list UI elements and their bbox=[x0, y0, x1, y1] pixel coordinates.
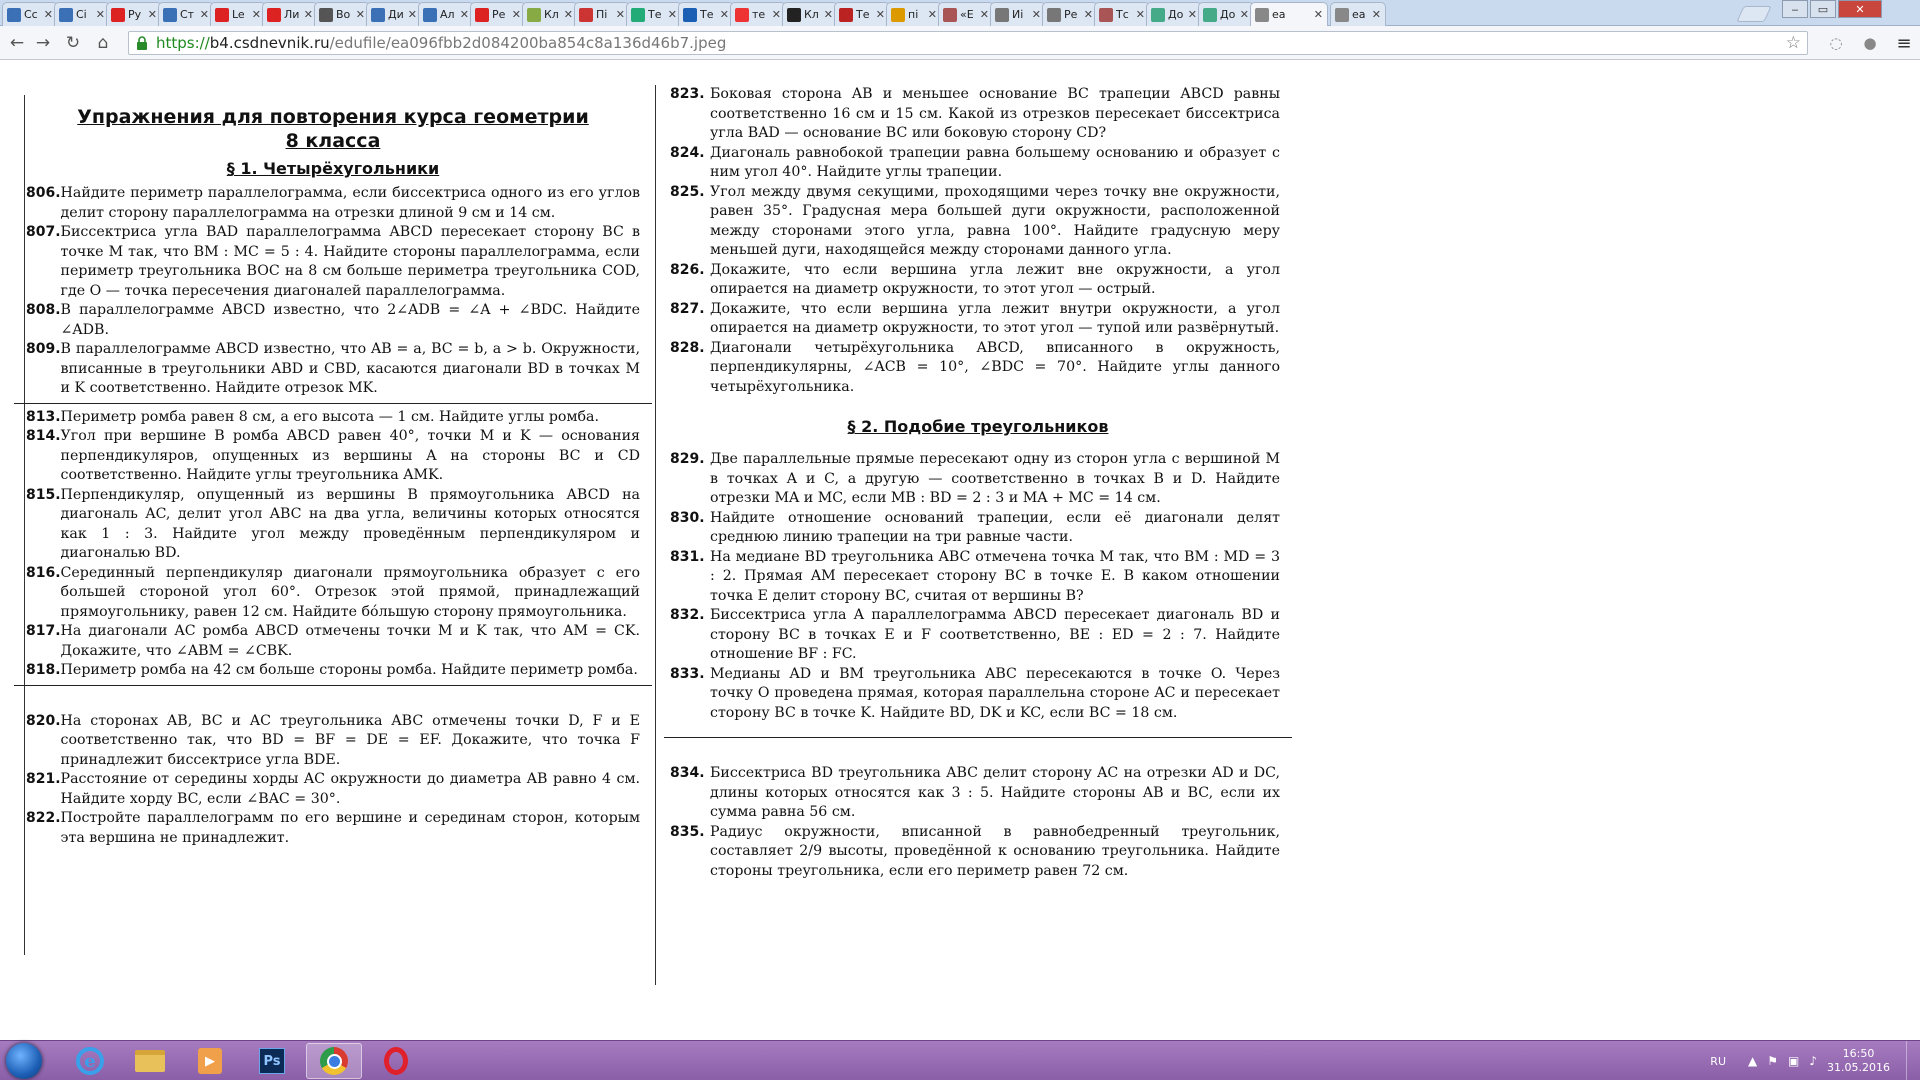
browser-tab[interactable] bbox=[1146, 2, 1202, 26]
problem-text: Биссектриса BD треугольника ABC делит сторону AC на отрезки AD и DC, длины которых относятся как 3 : 5. Найдите стороны AB и BC, если их сумма равна 56 см. bbox=[710, 765, 1280, 820]
problem-list bbox=[14, 712, 652, 849]
menu-icon[interactable]: ≡ bbox=[1896, 32, 1912, 54]
problem-number: 829. bbox=[670, 451, 705, 467]
browser-tab[interactable] bbox=[730, 2, 786, 26]
tab-label: Ди bbox=[388, 8, 404, 21]
tab-close-icon[interactable]: ✕ bbox=[979, 8, 989, 21]
browser-tab[interactable] bbox=[366, 2, 422, 26]
favicon-icon bbox=[527, 8, 541, 22]
media-player-icon[interactable]: ▶ bbox=[182, 1043, 238, 1079]
browser-tab[interactable] bbox=[938, 2, 994, 26]
problem-number: 825. bbox=[670, 183, 705, 200]
tab-close-icon[interactable]: ✕ bbox=[1083, 8, 1093, 21]
favicon-icon bbox=[787, 8, 801, 22]
clock[interactable] bbox=[1827, 1047, 1890, 1075]
problem-number: 806. bbox=[26, 185, 61, 201]
url-scheme: https:// bbox=[156, 34, 210, 52]
browser-tab[interactable] bbox=[1330, 2, 1386, 26]
network-icon[interactable]: ▣ bbox=[1788, 1054, 1800, 1068]
problem-text: Серединный перпендикуляр диагонали прямоугольника образует с его большей стороной угол 60°. Отрезок этой прямой, принадлежащий прямоугольнику, равен 12 см. Найдите бóльшую сторону прямоугольника. bbox=[60, 564, 640, 620]
tab-close-icon[interactable]: ✕ bbox=[667, 8, 677, 21]
browser-tab[interactable] bbox=[522, 2, 578, 26]
problem-list bbox=[664, 450, 1292, 723]
problem-text: В параллелограмме ABCD известно, что 2∠ADB = ∠A + ∠BDC. Найдите ∠ADB. bbox=[60, 302, 640, 338]
browser-tab[interactable] bbox=[158, 2, 214, 26]
problem-number: 809. bbox=[26, 341, 61, 357]
tab-label: Le bbox=[232, 8, 245, 21]
problem-text: Расстояние от середины хорды AC окружности до диаметра AB равно 4 см. Найдите хорду BC, если ∠BAC = 30°. bbox=[60, 771, 640, 807]
tab-label: Ал bbox=[440, 8, 455, 21]
problem-text: Угол при вершине B ромба ABCD равен 40°, точки M и K — основания перпендикуляров, опущенных из вершины A на стороны BC и CD соответственно. Найдите углы треугольника AMK. bbox=[60, 428, 640, 483]
favicon-icon bbox=[891, 8, 905, 22]
problem-list bbox=[664, 85, 1292, 397]
url-host: b4.csdnevnik.ru bbox=[209, 34, 330, 52]
problem-item bbox=[664, 823, 1292, 882]
divider bbox=[14, 685, 652, 686]
problem-item bbox=[14, 427, 652, 486]
problem-item bbox=[664, 665, 1292, 724]
start-button[interactable] bbox=[6, 1043, 42, 1079]
favicon-icon bbox=[995, 8, 1009, 22]
tab-close-icon[interactable]: ✕ bbox=[875, 8, 885, 21]
document-title-line2: 8 класса bbox=[285, 130, 381, 152]
favicon-icon bbox=[631, 8, 645, 22]
problem-item bbox=[14, 340, 652, 399]
browser-tab[interactable] bbox=[886, 2, 942, 26]
problem-number: 823. bbox=[670, 86, 705, 102]
problem-text: Диагонали четырёхугольника ABCD, вписанного в окружность, перпендикулярны, ∠ACB = 10°, ∠BDC = 70°. Найдите углы данного четырёхугольника. bbox=[710, 339, 1280, 395]
problem-item bbox=[664, 509, 1292, 548]
ie-glyph: e bbox=[76, 1047, 104, 1075]
back-icon: ← bbox=[9, 33, 25, 53]
problem-number: 827. bbox=[670, 300, 705, 317]
tab-close-icon[interactable]: ✕ bbox=[563, 8, 573, 21]
problem-text: В параллелограмме ABCD известно, что AB = a, BC = b, a > b. Окружности, вписанные в треугольники ABD и CBD, касаются диагонали BD в точках M и K соответственно. Найдите отрезок MK. bbox=[60, 341, 640, 396]
problem-item bbox=[664, 300, 1292, 339]
problem-text: На медиане BD треугольника ABC отмечена точка M так, что BM : MD = 3 : 2. Прямая AM пересекает сторону BC в точке E. В каком отношении точка E делит сторону BC, считая от вершины B? bbox=[710, 548, 1280, 604]
tab-label: Иі bbox=[1012, 8, 1024, 21]
problem-text: На сторонах AB, BC и AC треугольника ABC отмечены точки D, F и E соответственно так, что BD = BF = DE = EF. Докажите, что точка F принадлежит биссектрисе угла BDE. bbox=[60, 712, 640, 768]
problem-item bbox=[14, 622, 652, 661]
reload-icon: ↻ bbox=[65, 33, 81, 53]
lock-icon bbox=[134, 35, 150, 51]
favicon-icon bbox=[1335, 8, 1349, 22]
favicon-icon bbox=[579, 8, 593, 22]
home-icon: ⌂ bbox=[97, 33, 109, 53]
problem-item bbox=[14, 809, 652, 848]
tab-close-icon[interactable]: ✕ bbox=[147, 8, 157, 21]
browser-toolbar bbox=[0, 26, 1920, 60]
tray-expand-icon[interactable]: ▲ bbox=[1748, 1054, 1758, 1068]
favicon-icon bbox=[683, 8, 697, 22]
tab-close-icon[interactable]: ✕ bbox=[355, 8, 365, 21]
tab-label: Ре bbox=[492, 8, 506, 21]
tab-label: Ст bbox=[180, 8, 195, 21]
tab-label: До bbox=[1168, 8, 1184, 21]
tab-close-icon[interactable]: ✕ bbox=[1135, 8, 1145, 21]
problem-item bbox=[664, 85, 1292, 144]
favicon-icon bbox=[475, 8, 489, 22]
problem-item bbox=[14, 564, 652, 623]
browser-tab[interactable] bbox=[782, 2, 838, 26]
browser-tab[interactable] bbox=[54, 2, 110, 26]
favicon-icon bbox=[735, 8, 749, 22]
browser-tab[interactable] bbox=[1198, 2, 1254, 26]
favicon-icon bbox=[1047, 8, 1061, 22]
favicon-icon bbox=[267, 8, 281, 22]
address-bar[interactable] bbox=[128, 31, 1808, 55]
tab-close-icon[interactable]: ✕ bbox=[719, 8, 729, 21]
problem-text: Медианы AD и BM треугольника ABC пересекаются в точке O. Через точку O проведена прямая, которая параллельна стороне AC и пересекает сторону BC в точке K. Найдите BD, DK и KC, если BC = 18 см. bbox=[710, 665, 1280, 721]
flag-icon[interactable]: ⚑ bbox=[1767, 1054, 1778, 1068]
favicon-icon bbox=[1099, 8, 1113, 22]
tab-label: Ре bbox=[1064, 8, 1078, 21]
problem-number: 822. bbox=[26, 810, 61, 826]
browser-tab[interactable] bbox=[1250, 2, 1328, 26]
problem-number: 835. bbox=[670, 823, 705, 840]
problem-list bbox=[664, 764, 1292, 881]
problem-item bbox=[664, 261, 1292, 300]
photoshop-glyph: Ps bbox=[259, 1048, 285, 1074]
problem-list bbox=[14, 184, 652, 399]
language-indicator[interactable]: RU bbox=[1710, 1054, 1726, 1068]
tab-label: пі bbox=[908, 8, 919, 21]
favicon-icon bbox=[7, 8, 21, 22]
folder-icon[interactable] bbox=[122, 1043, 178, 1079]
tab-label: ea bbox=[1352, 8, 1366, 21]
problem-text: Боковая сторона AB и меньшее основание BC трапеции ABCD равны соответственно 16 см и 15 см. Какой из отрезков пересекает биссектриса угла BAD — основание BC или боковую сторону CD? bbox=[710, 86, 1280, 141]
tab-close-icon[interactable]: ✕ bbox=[927, 8, 937, 21]
problem-list bbox=[14, 408, 652, 681]
tab-close-icon[interactable]: ✕ bbox=[459, 8, 469, 21]
tab-close-icon[interactable]: ✕ bbox=[251, 8, 261, 21]
favicon-icon bbox=[59, 8, 73, 22]
problem-item bbox=[14, 223, 652, 301]
problem-text: Диагональ равнобокой трапеции равна большему основанию и образует с ним угол 40°. Найдите углы трапеции. bbox=[710, 144, 1280, 180]
favicon-icon bbox=[163, 8, 177, 22]
problem-number: 826. bbox=[670, 261, 705, 278]
tab-label: Ру bbox=[128, 8, 142, 21]
browser-tab[interactable] bbox=[418, 2, 474, 26]
star-icon[interactable]: ☆ bbox=[1785, 33, 1801, 53]
tab-close-icon[interactable]: ✕ bbox=[615, 8, 625, 21]
problem-item bbox=[14, 301, 652, 340]
problem-text: Перпендикуляр, опущенный из вершины B прямоугольника ABCD на диагональ AC, делит угол ABC на два угла, величины которых относятся как 1 : 3. Найдите угол между проведённым перпендикуляром и диагональю BD. bbox=[60, 486, 640, 561]
browser-tab[interactable] bbox=[1042, 2, 1098, 26]
problem-item bbox=[14, 661, 652, 681]
favicon-icon bbox=[423, 8, 437, 22]
problem-number: 824. bbox=[670, 144, 705, 161]
maximize-button[interactable]: ▭ bbox=[1810, 0, 1836, 18]
problem-number: 820. bbox=[26, 712, 61, 729]
problem-item bbox=[14, 408, 652, 428]
problem-text: Биссектриса угла BAD параллелограмма ABCD пересекает сторону BC в точке M так, что BM : MC = 5 : 4. Найдите стороны параллелограмма, если периметр треугольника BOC на 8 см больше периметра треугольника COD, где O — точка пересечения диагоналей параллелограмма. bbox=[60, 224, 640, 299]
problem-number: 815. bbox=[26, 486, 61, 503]
problem-number: 807. bbox=[26, 224, 61, 240]
tab-label: Во bbox=[336, 8, 351, 21]
extension-icon[interactable]: ◌ bbox=[1829, 34, 1843, 52]
document-title-line1: Упражнения для повторения курса геометрии bbox=[77, 106, 589, 128]
tab-label: Пі bbox=[596, 8, 608, 21]
section-title-2: § 2. Подобие треугольников bbox=[847, 417, 1109, 436]
tab-close-icon[interactable]: ✕ bbox=[407, 8, 417, 21]
tab-close-icon[interactable]: ✕ bbox=[1313, 8, 1323, 21]
right-column bbox=[664, 85, 1292, 881]
photoshop-icon[interactable] bbox=[244, 1043, 300, 1079]
browser-tab[interactable] bbox=[678, 2, 734, 26]
browser-tab[interactable] bbox=[990, 2, 1046, 26]
problem-number: 830. bbox=[670, 509, 705, 526]
browser-tab[interactable] bbox=[834, 2, 890, 26]
favicon-icon bbox=[215, 8, 229, 22]
system-tray bbox=[1710, 1041, 1920, 1080]
browser-tab[interactable] bbox=[314, 2, 370, 26]
tab-close-icon[interactable]: ✕ bbox=[823, 8, 833, 21]
tab-label: те bbox=[752, 8, 766, 21]
browser-tab[interactable] bbox=[626, 2, 682, 26]
problem-text: Угол между двумя секущими, проходящими через точку вне окружности, равен 35°. Градусная мера большей дуги окружности, расположенной между сторонами этого угла, равна 100°. Найдите градусную меру меньшей дуги, находящейся между сторонами данного угла. bbox=[710, 183, 1280, 258]
tab-label: Те bbox=[648, 8, 662, 21]
reload-button[interactable] bbox=[62, 32, 84, 54]
favicon-icon bbox=[1151, 8, 1165, 22]
favicon-icon bbox=[1203, 8, 1217, 22]
favicon-icon bbox=[111, 8, 125, 22]
problem-text: Радиус окружности, вписанной в равнобедренный треугольник, составляет 2/9 высоты, проведённой к основанию треугольника. Найдите стороны треугольника, если его периметр равен 72 см. bbox=[710, 823, 1280, 879]
volume-icon[interactable]: ♪ bbox=[1809, 1054, 1818, 1068]
tab-label: Сі bbox=[76, 8, 87, 21]
tab-close-icon[interactable]: ✕ bbox=[43, 8, 53, 21]
problem-text: Периметр ромба на 42 см больше стороны ромба. Найдите периметр ромба. bbox=[60, 662, 638, 678]
problem-text: Докажите, что если вершина угла лежит вне окружности, а угол опирается на диаметр окружности, то этот угол — острый. bbox=[710, 261, 1280, 297]
browser-tab[interactable] bbox=[574, 2, 630, 26]
problem-item bbox=[664, 339, 1292, 398]
tab-label: Кл bbox=[804, 8, 819, 21]
url-path: /edufile/ea096fbb2d084200ba854c8a136d46b7.jpeg bbox=[329, 34, 727, 52]
problem-number: 816. bbox=[26, 564, 61, 581]
tab-label: «Е bbox=[960, 8, 974, 21]
divider bbox=[14, 403, 652, 404]
back-button[interactable] bbox=[6, 32, 28, 54]
browser-tab[interactable] bbox=[106, 2, 162, 26]
favicon-icon bbox=[1255, 8, 1269, 22]
tab-close-icon[interactable]: ✕ bbox=[199, 8, 209, 21]
favicon-icon bbox=[319, 8, 333, 22]
section-title-1: § 1. Четырёхугольники bbox=[226, 159, 440, 178]
tab-label: ea bbox=[1272, 8, 1286, 21]
tab-label: Тс bbox=[1116, 8, 1129, 21]
profile-icon[interactable]: ● bbox=[1863, 34, 1877, 52]
ie-icon[interactable] bbox=[62, 1043, 118, 1079]
favicon-icon bbox=[371, 8, 385, 22]
tab-close-icon[interactable]: ✕ bbox=[1371, 8, 1381, 21]
opera-icon[interactable] bbox=[368, 1043, 424, 1079]
browser-tab[interactable] bbox=[2, 2, 58, 26]
browser-tab[interactable] bbox=[262, 2, 318, 26]
problem-item bbox=[14, 184, 652, 223]
problem-number: 821. bbox=[26, 771, 61, 787]
problem-number: 831. bbox=[670, 548, 705, 565]
divider bbox=[664, 737, 1292, 738]
tab-close-icon[interactable]: ✕ bbox=[95, 8, 105, 21]
browser-tab[interactable] bbox=[1094, 2, 1150, 26]
problem-text: Докажите, что если вершина угла лежит внутри окружности, а угол опирается на диаметр окружности, то этот угол — тупой или развёрнутый. bbox=[710, 300, 1280, 336]
problem-number: 832. bbox=[670, 607, 705, 623]
left-column bbox=[14, 85, 652, 848]
problem-text: Найдите отношение оснований трапеции, если её диагонали делят среднюю линию трапеции на три равные части. bbox=[710, 509, 1280, 545]
tab-label: Кл bbox=[544, 8, 559, 21]
tab-close-icon[interactable]: ✕ bbox=[771, 8, 781, 21]
problem-item bbox=[664, 450, 1292, 509]
problem-number: 813. bbox=[26, 408, 61, 425]
problem-item bbox=[664, 764, 1292, 823]
problem-item bbox=[14, 770, 652, 809]
forward-button[interactable] bbox=[32, 32, 54, 54]
forward-icon: → bbox=[35, 33, 51, 53]
tab-close-icon[interactable]: ✕ bbox=[1187, 8, 1197, 21]
tab-strip bbox=[0, 0, 1920, 26]
browser-tab[interactable] bbox=[210, 2, 266, 26]
tab-label: Те bbox=[700, 8, 714, 21]
problem-text: Периметр ромба равен 8 см, а его высота — 1 см. Найдите углы ромба. bbox=[60, 408, 599, 425]
problem-item bbox=[664, 144, 1292, 183]
scanned-worksheet bbox=[14, 85, 1284, 1020]
problem-item bbox=[14, 712, 652, 771]
problem-item bbox=[664, 606, 1292, 665]
problem-item bbox=[664, 548, 1292, 607]
problem-number: 834. bbox=[670, 765, 705, 781]
favicon-icon bbox=[943, 8, 957, 22]
show-desktop-button[interactable] bbox=[1906, 1041, 1920, 1080]
problem-number: 828. bbox=[670, 339, 705, 356]
problem-text: Постройте параллелограмм по его вершине и серединам сторон, которым эта вершина не принадлежит. bbox=[60, 810, 640, 846]
problem-text: На диагонали AC ромба ABCD отмечены точки M и K так, что AM = CK. Докажите, что ∠ABM = ∠CBK. bbox=[60, 623, 640, 659]
minimize-button[interactable]: ‒ bbox=[1782, 0, 1808, 18]
problem-number: 818. bbox=[26, 662, 61, 678]
problem-text: Биссектриса угла A параллелограмма ABCD пересекает диагональ BD и сторону BC в точках E и F соответственно, BE : ED = 2 : 7. Найдите отношение BF : FC. bbox=[710, 607, 1280, 662]
tab-label: Те bbox=[856, 8, 870, 21]
browser-tab[interactable] bbox=[470, 2, 526, 26]
problem-number: 814. bbox=[26, 428, 61, 444]
problem-text: Две параллельные прямые пересекают одну из сторон угла с вершиной M в точках A и C, а другую — соответственно в точках B и D. Найдите отрезки MA и MC, если MB : BD = 2 : 3 и MA + MC = 14 см. bbox=[710, 451, 1280, 506]
taskbar bbox=[0, 1040, 1920, 1080]
problem-number: 808. bbox=[26, 302, 61, 318]
clock-time: 16:50 bbox=[1842, 1047, 1875, 1060]
tab-label: До bbox=[1220, 8, 1236, 21]
tab-close-icon[interactable]: ✕ bbox=[1031, 8, 1041, 21]
tab-close-icon[interactable]: ✕ bbox=[303, 8, 313, 21]
tab-label: Сс bbox=[24, 8, 38, 21]
close-window-button[interactable]: ✕ bbox=[1838, 0, 1882, 18]
column-divider bbox=[655, 85, 656, 985]
tab-label: Ли bbox=[284, 8, 300, 21]
chrome-icon[interactable] bbox=[306, 1043, 362, 1079]
problem-number: 833. bbox=[670, 665, 705, 682]
tab-close-icon[interactable]: ✕ bbox=[511, 8, 521, 21]
problem-number: 817. bbox=[26, 623, 61, 639]
tab-close-icon[interactable]: ✕ bbox=[1239, 8, 1249, 21]
page-viewport bbox=[0, 60, 1920, 1040]
problem-item bbox=[664, 183, 1292, 261]
new-tab-button[interactable] bbox=[1736, 6, 1771, 22]
problem-item bbox=[14, 486, 652, 564]
clock-date: 31.05.2016 bbox=[1827, 1061, 1890, 1074]
problem-text: Найдите периметр параллелограмма, если биссектриса одного из его углов делит сторону параллелограмма на отрезки длиной 9 см и 14 см. bbox=[60, 185, 640, 221]
document-title bbox=[14, 105, 652, 153]
home-button[interactable] bbox=[92, 32, 114, 54]
favicon-icon bbox=[839, 8, 853, 22]
